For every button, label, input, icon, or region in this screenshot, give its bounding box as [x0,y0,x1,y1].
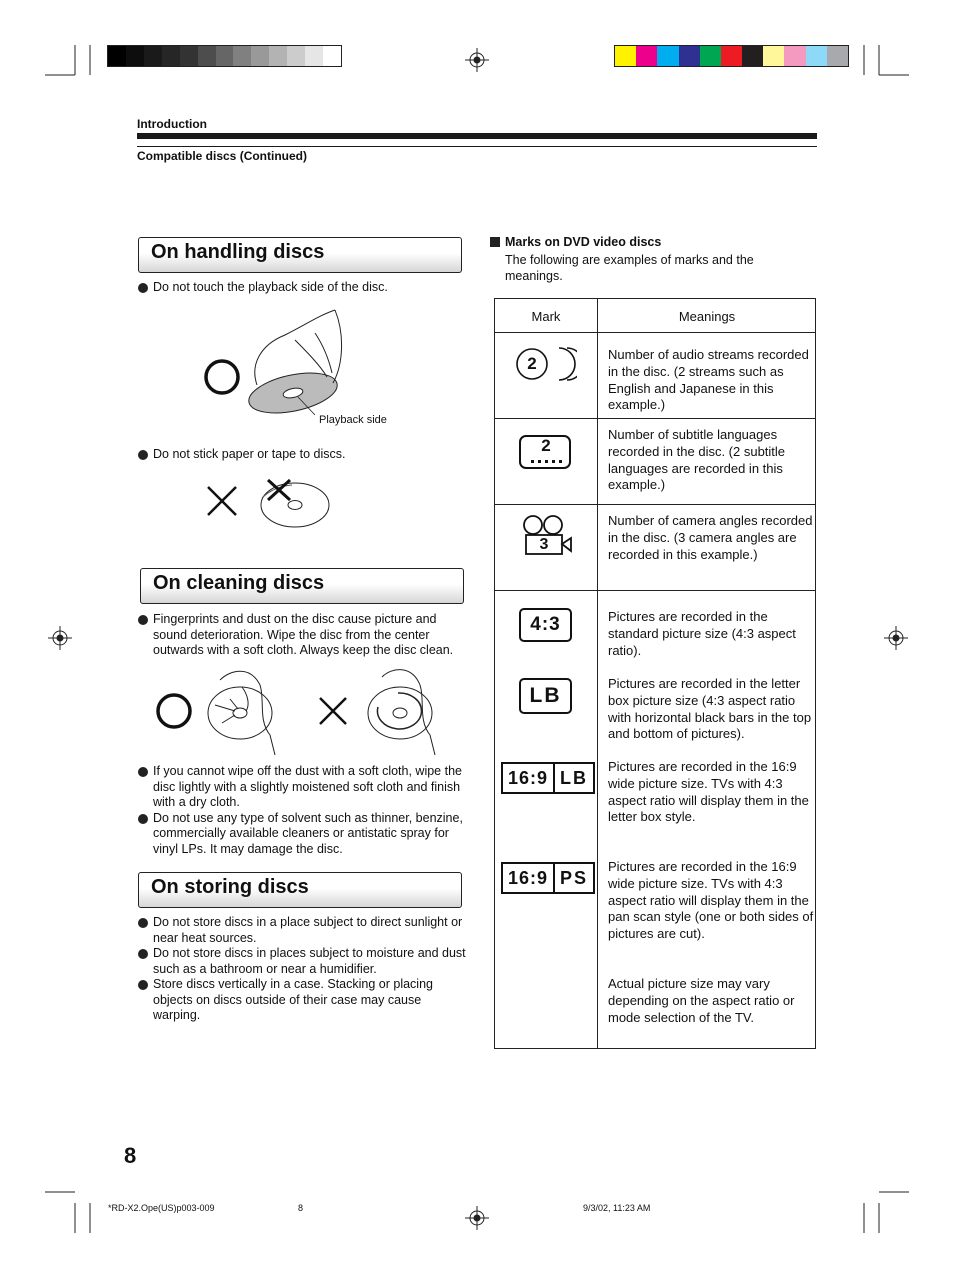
cleaning-bullet-2: If you cannot wipe off the dust with a soft cloth, wipe the disc lightly with a slightly moistened soft cloth and finish with a dry cloth. [138,764,468,811]
cleaning-title: On cleaning discs [153,572,325,594]
cleaning-list-2 [138,764,468,857]
cleaning-bullet-1: Fingerprints and dust on the disc cause picture and sound deterioration. Wipe the disc from the center outwards with a soft cloth. Always keep the disc clean. [138,612,466,659]
tape-disc-illustration [200,472,340,532]
color-swatch [827,46,848,66]
color-swatch [233,46,251,66]
wide-ps-mark [501,862,595,894]
subtitle-meaning: Number of subtitle languages recorded in the disc. (2 subtitle languages are recorded in this example.) [608,427,786,493]
wide-lb-code: LB [560,768,588,788]
wide-lb-mark [501,762,595,794]
standard-meaning: Pictures are recorded in the standard picture size (4:3 aspect ratio). [608,609,796,658]
wide-ps-code: PS [559,868,588,888]
color-swatch [251,46,269,66]
handling-title-box [138,237,462,273]
wide-ps-meaning: Pictures are recorded in the 16:9 wide picture size. TVs with 4:3 aspect ratio will display them in the pan scan style (one or both sides of pictures are cut). [608,859,814,942]
color-swatch [700,46,721,66]
wide-lb-ratio: 16:9 [503,764,555,792]
storing-bullet-1: Do not store discs in a place subject to direct sunlight or near heat sources. [138,915,468,946]
table-row-divider [494,590,816,591]
header-thin-rule [137,146,817,147]
wide-lb-meaning: Pictures are recorded in the 16:9 wide picture size. TVs with 4:3 aspect ratio will display them in the letter box style. [608,759,809,825]
col-header-meanings: Meanings [678,309,736,324]
storing-title: On storing discs [151,876,309,898]
angle-meaning: Number of camera angles recorded in the disc. (3 camera angles are recorded in this example.) [608,513,813,562]
ok-circle-icon [206,361,238,393]
angle-mark-number: 3 [539,536,549,553]
ok-circle-icon [158,695,190,727]
registration-mark-bottom [465,1206,489,1230]
playback-side-label: Playback side [319,414,387,426]
storing-bullet-2: Do not store discs in places subject to moisture and dust such as a bathroom or near a humidifier. [138,946,468,977]
color-swatch [180,46,198,66]
color-swatch [679,46,700,66]
square-bullet-icon [490,237,500,247]
table-row-divider [494,504,816,505]
color-swatch [108,46,126,66]
registration-mark-left [48,626,72,650]
ng-cross-icon [320,698,346,724]
col-header-mark: Mark [531,309,561,324]
handling-disc-illustration [195,305,355,415]
storing-list [138,915,468,1024]
header-rule [137,133,817,139]
registration-mark-right [884,626,908,650]
color-swatch [806,46,827,66]
table-col-divider [597,298,598,1048]
marks-heading: Marks on DVD video discs [505,235,662,249]
handling-list-1 [138,280,468,296]
color-swatch [144,46,162,66]
footer-page: 8 [298,1203,304,1213]
handling-title: On handling discs [151,241,325,263]
color-swatch [636,46,657,66]
color-swatch [784,46,805,66]
cleaning-bullet-3: Do not use any type of solvent such as thinner, benzine, commercially available cleaners or antistatic spray for vinyl LPs. It may damage the disc. [138,811,468,858]
storing-title-box [138,872,462,908]
registration-mark-top [465,48,489,72]
grayscale-calibration-bar [107,45,342,67]
footer-filename: *RD-X2.Ope(US)p003-009 [108,1203,215,1213]
subtitle-mark-number: 2 [541,436,551,455]
table-header-divider [494,332,816,333]
color-swatch [763,46,784,66]
aspect-4-3-mark: 4:3 [519,608,572,642]
handling-bullet-1: Do not touch the playback side of the disc. [138,280,468,296]
marks-intro: The following are examples of marks and the meanings. [505,253,754,283]
subsection-header: Compatible discs (Continued) [137,149,308,163]
handling-bullet-2: Do not stick paper or tape to discs. [138,447,468,463]
page-number: 8 [124,1143,137,1168]
section-header: Introduction [137,117,207,131]
color-swatch [657,46,678,66]
audio-meaning: Number of audio streams recorded in the disc. (2 streams such as English and Japanese in this example.) [608,347,809,413]
color-swatch [126,46,144,66]
handling-list-2 [138,447,468,463]
color-swatch [162,46,180,66]
ng-cross-icon [208,487,236,515]
color-swatch [742,46,763,66]
color-swatch [287,46,305,66]
color-swatch [615,46,636,66]
cleaning-illustration [150,665,440,760]
picture-size-note: Actual picture size may vary depending on the aspect ratio or mode selection of the TV. [608,976,795,1025]
audio-mark-number: 2 [527,354,537,373]
color-swatch [269,46,287,66]
color-swatch [305,46,323,66]
color-swatch [216,46,234,66]
cleaning-list-1 [138,612,466,659]
storing-bullet-3: Store discs vertically in a case. Stacking or placing objects on discs outside of their case may cause warping. [138,977,468,1024]
color-swatch [721,46,742,66]
table-row-divider [494,418,816,419]
letterbox-mark: LB [519,678,572,714]
cleaning-title-box [140,568,464,604]
wide-ps-ratio: 16:9 [503,864,555,892]
footer-date: 9/3/02, 11:23 AM [583,1203,651,1213]
letterbox-meaning: Pictures are recorded in the letter box picture size (4:3 aspect ratio with horizontal black bars in the top and bottom of pictures). [608,676,812,742]
color-swatch [323,46,341,66]
color-swatch [198,46,216,66]
color-calibration-bar [614,45,849,67]
